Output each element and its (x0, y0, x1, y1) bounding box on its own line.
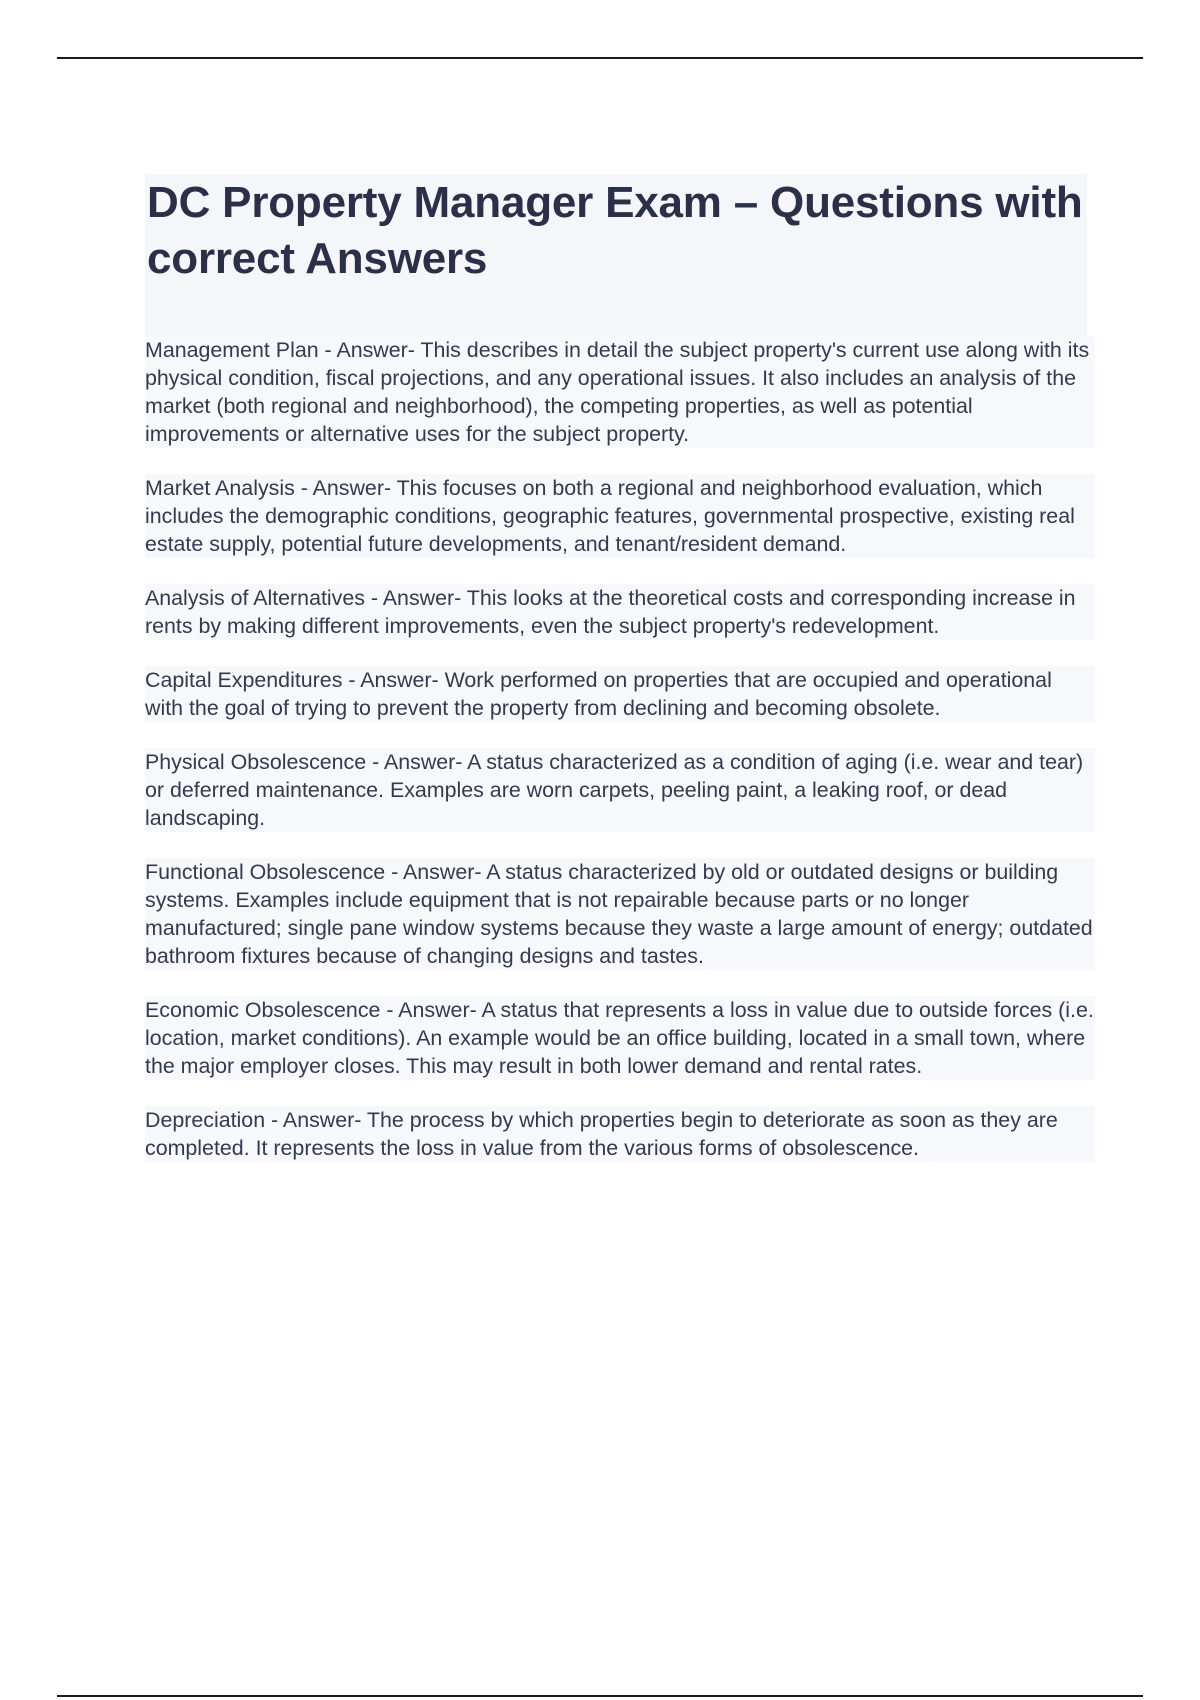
title-block (145, 174, 1087, 340)
page-top-rule (57, 57, 1143, 59)
qa-entry-physical-obsolescence: Physical Obsolescence - Answer- A status characterized as a condition of aging (i.e. wear and tear) or deferred maintenance. Examples are worn carpets, peeling paint, a leaking roof, or dead landscaping. (145, 748, 1095, 832)
qa-entry-functional-obsolescence: Functional Obsolescence - Answer- A status characterized by old or outdated designs or building systems. Examples include equipment that is not repairable because parts or no longer manufactured; single pane window systems because they waste a large amount of energy; outdated bathroom fixtures because of changing designs and tastes. (145, 858, 1095, 970)
document-title: DC Property Manager Exam – Questions with correct Answers (147, 178, 1083, 283)
qa-list (145, 336, 1095, 1188)
qa-entry-market-analysis: Market Analysis - Answer- This focuses on both a regional and neighborhood evaluation, which includes the demographic conditions, geographic features, governmental prospective, existing real estate supply, potential future developments, and tenant/resident demand. (145, 474, 1095, 558)
qa-entry-depreciation: Depreciation - Answer- The process by which properties begin to deteriorate as soon as they are completed. It represents the loss in value from the various forms of obsolescence. (145, 1106, 1095, 1162)
qa-entry-economic-obsolescence: Economic Obsolescence - Answer- A status that represents a loss in value due to outside forces (i.e. location, market conditions). An example would be an office building, located in a small town, where the major employer closes. This may result in both lower demand and rental rates. (145, 998, 1094, 1078)
qa-entry-management-plan: Management Plan - Answer- This describes in detail the subject property's current use along with its physical condition, fiscal projections, and any operational issues. It also includes an analysis of the market (both regional and neighborhood), the competing properties, as well as potential improvements or alternative uses for the subject property. (145, 336, 1095, 448)
page-bottom-rule (57, 1695, 1143, 1697)
qa-entry-analysis-of-alternatives: Analysis of Alternatives - Answer- This looks at the theoretical costs and corresponding increase in rents by making different improvements, even the subject property's redevelopment. (145, 584, 1095, 640)
qa-entry-capital-expenditures: Capital Expenditures - Answer- Work performed on properties that are occupied and operational with the goal of trying to prevent the property from declining and becoming obsolete. (145, 666, 1095, 722)
